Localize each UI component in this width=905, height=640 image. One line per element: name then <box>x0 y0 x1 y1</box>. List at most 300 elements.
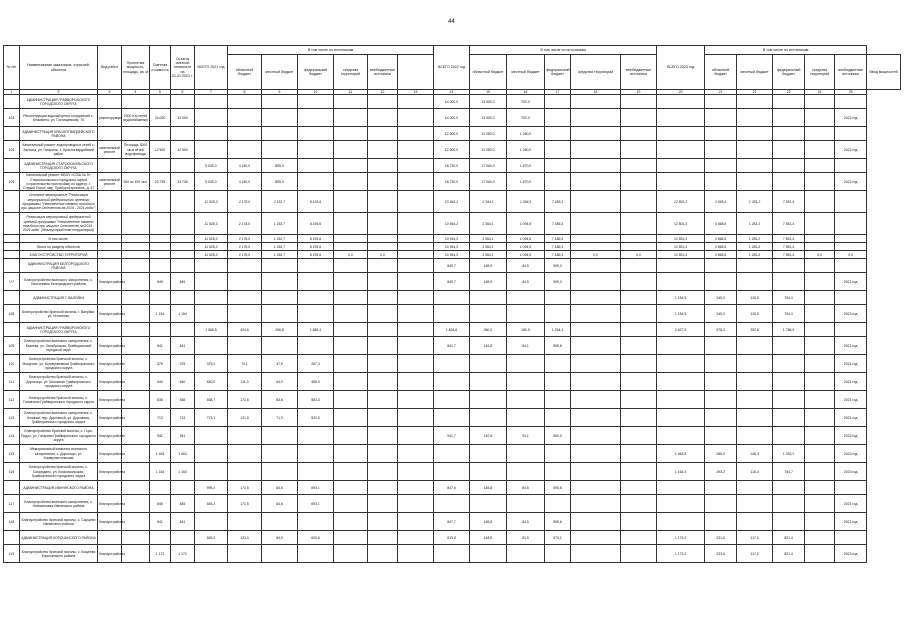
cell-vn21 <box>368 191 398 213</box>
cell-cap <box>122 95 150 109</box>
cell-t21: 845,2 <box>195 495 228 513</box>
cell-cost: 1 164 <box>150 463 171 481</box>
cell-ter23 <box>805 481 835 495</box>
column-number: 18 <box>571 90 621 95</box>
cell-m22: 1 094,5 <box>507 235 545 243</box>
cell-o23 <box>705 427 737 445</box>
cell-t23 <box>657 513 705 531</box>
cell-ter22 <box>571 495 621 513</box>
cell-t22: 10 944,2 <box>434 251 470 259</box>
cell-year <box>835 481 867 495</box>
cell-ter21 <box>334 373 368 391</box>
cell-m23 <box>737 273 773 291</box>
cell-t21: 375,0 <box>195 355 228 373</box>
cell-cost <box>150 235 171 243</box>
cell-no <box>4 323 20 337</box>
cell-rem <box>171 323 195 337</box>
cell-f21 <box>298 141 334 159</box>
cell-o23 <box>705 141 737 159</box>
cell-cap <box>122 235 150 243</box>
cell-t23: 1 170,0 <box>657 531 705 545</box>
cell-t23: 12 801,3 <box>657 251 705 259</box>
cell-o21: 123,5 <box>228 531 262 545</box>
cell-type: благоустройство <box>98 463 122 481</box>
cell-f22: 7 485,3 <box>545 243 571 251</box>
cell-b21 <box>398 141 434 159</box>
cell-o23 <box>705 109 737 127</box>
cell-m22: 84,5 <box>507 481 545 495</box>
cell-m21 <box>262 95 298 109</box>
cell-f22: 599,0 <box>545 273 571 291</box>
cell-m21 <box>262 463 298 481</box>
cell-ter21 <box>334 141 368 159</box>
cell-m23 <box>737 109 773 127</box>
cell-ter22 <box>571 259 621 273</box>
cell-m22: 84,5 <box>507 513 545 531</box>
cell-t23: 12 801,3 <box>657 191 705 213</box>
table-row <box>4 109 901 127</box>
cell-ter23 <box>805 355 835 373</box>
cell-vn22 <box>621 373 657 391</box>
cell-b21 <box>398 159 434 173</box>
cell-t23 <box>657 391 705 409</box>
cell-t22 <box>434 495 470 513</box>
cell-vn21 <box>368 109 398 127</box>
cell-rem: 375 <box>171 355 195 373</box>
cell-ter22 <box>571 323 621 337</box>
cell-type: благоустройство <box>98 409 122 427</box>
cell-f22: 595,6 <box>545 513 571 531</box>
cell-t23 <box>657 127 705 141</box>
cell-cap <box>122 259 150 273</box>
cell-no: 115 <box>4 445 20 463</box>
cell-m22: 1 094,5 <box>507 243 545 251</box>
cell-o21: 70,1 <box>228 355 262 373</box>
cell-cap <box>122 213 150 235</box>
cell-ter23 <box>805 141 835 159</box>
cell-o22: 187,6 <box>470 427 507 445</box>
cell-ter23 <box>805 291 835 305</box>
cell-m21 <box>262 337 298 355</box>
cell-type: реконструкция <box>98 109 122 127</box>
cell-t22: 12 500,0 <box>434 127 470 141</box>
cell-ter22 <box>571 141 621 159</box>
cell-year <box>835 159 867 173</box>
cell-type: капитальный ремонт <box>98 173 122 191</box>
cell-f23 <box>773 409 805 427</box>
cell-o21 <box>228 291 262 305</box>
cell-m23 <box>737 495 773 513</box>
cell-t21: 2 566,8 <box>195 323 228 337</box>
cell-t22 <box>434 409 470 427</box>
cell-o23 <box>705 373 737 391</box>
cell-type <box>98 159 122 173</box>
cell-rem: 12 500 <box>171 141 195 159</box>
cell-ter22 <box>571 373 621 391</box>
cell-type <box>98 291 122 305</box>
cell-vn22 <box>621 391 657 409</box>
cell-rem: 941 <box>171 427 195 445</box>
cell-cap <box>122 305 150 323</box>
cell-t21: 11 525,3 <box>195 243 228 251</box>
cell-t21 <box>195 305 228 323</box>
column-number: 23 <box>773 90 805 95</box>
cell-no <box>4 251 20 259</box>
cell-f22 <box>545 391 571 409</box>
cell-o23 <box>705 173 737 191</box>
cell-vn21 <box>368 427 398 445</box>
cell-vn21 <box>368 409 398 427</box>
cell-m21 <box>262 305 298 323</box>
cell-o21: 424,6 <box>228 323 262 337</box>
cell-t22: 12 500,0 <box>434 141 470 159</box>
cell-ter21 <box>334 305 368 323</box>
column-number: 21 <box>705 90 737 95</box>
cell-o21 <box>228 545 262 563</box>
cell-type <box>98 95 122 109</box>
cell-t22: 847,6 <box>434 481 470 495</box>
cell-f22 <box>545 159 571 173</box>
cell-f23 <box>773 127 805 141</box>
cell-cost: 841 <box>150 513 171 531</box>
header-obl-2023: областной бюджет <box>705 55 737 90</box>
cell-t23: 1 463,5 <box>657 445 705 463</box>
cell-t22: 849,7 <box>434 259 470 273</box>
cell-year: 2022 год <box>835 173 867 191</box>
column-number: 17 <box>545 90 571 95</box>
cell-ter23 <box>805 463 835 481</box>
cell-t22 <box>434 355 470 373</box>
cell-type: благоустройство <box>98 545 122 563</box>
cell-vn22 <box>621 427 657 445</box>
cell-cost: 1 463 <box>150 445 171 463</box>
cell-vn22 <box>621 323 657 337</box>
cell-t22: 18 730,0 <box>434 159 470 173</box>
header-group-2021: В том числе по источникам <box>228 46 434 55</box>
cell-ter21 <box>334 427 368 445</box>
column-number: 10 <box>298 90 334 95</box>
cell-o21: 2 178,0 <box>228 243 262 251</box>
cell-t23 <box>657 337 705 355</box>
cell-year <box>835 235 867 243</box>
cell-cost: 12 500 <box>150 141 171 159</box>
cell-cap <box>122 251 150 259</box>
header-fed-2023: федеральный бюджет <box>773 55 805 90</box>
table-row <box>4 141 901 159</box>
cell-o21: 2 178,0 <box>228 251 262 259</box>
cell-ter23 <box>805 213 835 235</box>
cell-m22: 84,1 <box>507 337 545 355</box>
cell-t21: 11 525,3 <box>195 213 228 235</box>
cell-m21: 71,3 <box>262 409 298 427</box>
cell-vn21 <box>368 305 398 323</box>
cell-m22: 700,0 <box>507 109 545 127</box>
cell-ter21 <box>334 513 368 531</box>
cell-year: 2022 год <box>835 141 867 159</box>
cell-m22: 1 670,0 <box>507 173 545 191</box>
cell-rem: 841 <box>171 513 195 531</box>
cell-t23 <box>657 481 705 495</box>
cell-year: 2023 год <box>835 305 867 323</box>
cell-rem <box>171 159 195 173</box>
header-cost: Сметная стоимость <box>150 46 171 90</box>
cell-cost <box>150 251 171 259</box>
cell-no <box>4 127 20 141</box>
cell-no: 117 <box>4 495 20 513</box>
cell-name: Благоустройство воинского захоронения, с. Бессоновка Белгородского района <box>20 273 98 291</box>
cell-year: 2023 год <box>835 545 867 563</box>
cell-m23 <box>737 159 773 173</box>
cell-ter22 <box>571 243 621 251</box>
cell-b21 <box>398 213 434 235</box>
table-row <box>4 445 901 463</box>
cell-m21: 64,0 <box>262 373 298 391</box>
cell-o22 <box>470 355 507 373</box>
cell-ter22 <box>571 109 621 127</box>
column-number: 12 <box>368 90 398 95</box>
cell-o23 <box>705 95 737 109</box>
table-row <box>4 95 901 109</box>
table-row <box>4 495 901 513</box>
cell-f23 <box>773 273 805 291</box>
cell-f22: 660,0 <box>545 427 571 445</box>
cell-no: 110 <box>4 355 20 373</box>
cell-cost <box>150 159 171 173</box>
cell-t22: 10 944,2 <box>434 235 470 243</box>
cell-cost: 375 <box>150 355 171 373</box>
cell-cap <box>122 323 150 337</box>
cell-f23 <box>773 109 805 127</box>
cell-ter23 <box>805 445 835 463</box>
cell-rem <box>171 127 195 141</box>
cell-vn21 <box>368 95 398 109</box>
cell-type: благоустройство <box>98 513 122 531</box>
column-number: 4 <box>122 90 150 95</box>
cell-m22: 1 094,5 <box>507 191 545 213</box>
cell-f23 <box>773 513 805 531</box>
cell-type <box>98 191 122 213</box>
cell-vn21 <box>368 159 398 173</box>
cell-o23 <box>705 391 737 409</box>
cell-ter23 <box>805 127 835 141</box>
cell-f23 <box>773 355 805 373</box>
cell-rem: 849 <box>171 273 195 291</box>
cell-f23: 7 851,4 <box>773 191 805 213</box>
cell-year: 2021 год <box>835 391 867 409</box>
cell-o23: 3 668,6 <box>705 191 737 213</box>
cell-name: Благоустройство братской могилы, с. Смородино, ул. Комсомольская, Грайворонского городского округа <box>20 463 98 481</box>
cell-name: Благоустройство братской могилы, с. Кощеево Корочанского района <box>20 545 98 563</box>
cell-name: БЛАГОУСТРОЙСТВО ТЕРРИТОРИЙ <box>20 251 98 259</box>
cell-t21: 11 525,3 <box>195 191 228 213</box>
cell-t21: 5 005,0 <box>195 159 228 173</box>
cell-name: Реконструкция водозаборных сооружений с. Безымено, ул. Гостищевская, 76 <box>20 109 98 127</box>
cell-cap <box>122 391 150 409</box>
cell-f22: 599,0 <box>545 259 571 273</box>
cell-ter22 <box>571 445 621 463</box>
cell-f22 <box>545 305 571 323</box>
cell-vn22 <box>621 109 657 127</box>
table-row <box>4 409 901 427</box>
cell-b21 <box>398 427 434 445</box>
cell-t21: 640,0 <box>195 373 228 391</box>
cell-vn21 <box>368 445 398 463</box>
header-remaining: Остаток сметной стоимости на 01.01.2021 г. <box>171 46 195 90</box>
cell-f22: 7 485,3 <box>545 191 571 213</box>
table-row <box>4 355 901 373</box>
header-total-2023: ВСЕГО 2023 год <box>657 46 705 90</box>
cell-b21 <box>398 305 434 323</box>
cell-name: Благоустройство воинского захоронения, с. Козинка, ул. Октябрьская, Грайворонский городской округ <box>20 337 98 355</box>
cell-o22 <box>470 391 507 409</box>
cell-f23 <box>773 95 805 109</box>
cell-o21: 2 178,0 <box>228 235 262 243</box>
cell-m21: 1 152,7 <box>262 251 298 259</box>
cell-cost: 841 <box>150 337 171 355</box>
cell-cap <box>122 463 150 481</box>
cell-name: АДМИНИСТРАЦИЯ ГРАЙВОРОНСКОГО ГОРОДСКОГО ОКРУГА <box>20 95 98 109</box>
cell-no: 108 <box>4 305 20 323</box>
cell-vn22 <box>621 305 657 323</box>
cell-t23 <box>657 173 705 191</box>
cell-f23: 1 032,2 <box>773 445 805 463</box>
cell-vn21 <box>368 323 398 337</box>
cell-f23: 794,0 <box>773 305 805 323</box>
cell-ter22 <box>571 273 621 291</box>
cell-rem: 1 154 <box>171 305 195 323</box>
cell-t21 <box>195 463 228 481</box>
cell-m22: 700,0 <box>507 95 545 109</box>
cell-o23 <box>705 273 737 291</box>
cell-t22: 10 944,2 <box>434 213 470 235</box>
cell-f22 <box>545 495 571 513</box>
cell-name: АДМИНИСТРАЦИЯ БЕЛГОРОДСКОГО РАЙОНА <box>20 259 98 273</box>
cell-f22: 573,1 <box>545 531 571 545</box>
cell-o21 <box>228 513 262 531</box>
cell-b21 <box>398 95 434 109</box>
cell-vn22 <box>621 213 657 235</box>
cell-year <box>835 191 867 213</box>
cell-m23 <box>737 427 773 445</box>
cell-vn22 <box>621 159 657 173</box>
cell-t21: 11 525,3 <box>195 235 228 243</box>
cell-year: 2021 год <box>835 373 867 391</box>
cell-t21 <box>195 545 228 563</box>
cell-m21: 37,5 <box>262 355 298 373</box>
cell-m21 <box>262 109 298 127</box>
cell-cost: 1 172 <box>150 545 171 563</box>
cell-m22: 81,9 <box>507 531 545 545</box>
cell-o22: 164,8 <box>470 531 507 545</box>
cell-o21: 111,0 <box>228 373 262 391</box>
cell-rem: 841 <box>171 337 195 355</box>
cell-cap <box>122 495 150 513</box>
cell-m22: 1 250,0 <box>507 127 545 141</box>
cell-o23 <box>705 159 737 173</box>
cell-t22 <box>434 291 470 305</box>
cell-name: Благоустройство братской могилы, с. Головчино Грайворонского городского округа <box>20 391 98 409</box>
cell-no <box>4 531 20 545</box>
cell-f21 <box>298 427 334 445</box>
table-row <box>4 159 901 173</box>
cell-name: Реализация мероприятий федеральной целевой программы "Увековечение памяти погибших при защите Отечества на 2019 - 2024 годы" (благоустройство территорий) <box>20 213 98 235</box>
cell-no: 105 <box>4 173 20 191</box>
cell-o22: 17 060,0 <box>470 173 507 191</box>
cell-b21 <box>398 251 434 259</box>
cell-o22: 360,0 <box>470 323 507 337</box>
cell-f22: 595,6 <box>545 481 571 495</box>
cell-f22 <box>545 373 571 391</box>
cell-cost <box>150 531 171 545</box>
cell-t23: 2 627,9 <box>657 323 705 337</box>
cell-ter22 <box>571 337 621 355</box>
cell-o22 <box>470 305 507 323</box>
cell-o21 <box>228 259 262 273</box>
cell-t21 <box>195 337 228 355</box>
cell-m21 <box>262 127 298 141</box>
cell-ter21 <box>334 391 368 409</box>
cell-f22 <box>545 445 571 463</box>
cell-b21 <box>398 127 434 141</box>
column-number: 15 <box>470 90 507 95</box>
cell-rem <box>171 213 195 235</box>
table-row <box>4 323 901 337</box>
header-fed-2022: федеральный бюджет <box>545 55 571 90</box>
cell-type <box>98 235 122 243</box>
cell-o21: 171,5 <box>228 495 262 513</box>
cell-name: АДМИНИСТРАЦИЯ СТАРООСКОЛЬСКОГО ГОРОДСКОГО ОКРУГА <box>20 159 98 173</box>
cell-rem: 23 735 <box>171 173 195 191</box>
cell-name: Благоустройство братской могилы, с. Дорогощь, ул. Школьная Грайворонского городского округа <box>20 373 98 391</box>
cell-o22: 17 060,0 <box>470 159 507 173</box>
cell-ter22 <box>571 235 621 243</box>
cell-b21 <box>398 391 434 409</box>
cell-vn22 <box>621 481 657 495</box>
cell-ter23 <box>805 259 835 273</box>
cell-vn21 <box>368 513 398 531</box>
column-number: 24 <box>805 90 835 95</box>
cell-vn21: 0,0 <box>368 251 398 259</box>
cell-ter23 <box>805 95 835 109</box>
cell-name: АДМИНИСТРАЦИЯ ГРАЙВОРОНСКОГО ГОРОДСКОГО ОКРУГА <box>20 323 98 337</box>
cell-m21: 1 152,7 <box>262 235 298 243</box>
cell-o22 <box>470 291 507 305</box>
cell-m23: 146,3 <box>737 445 773 463</box>
cell-ter21 <box>334 481 368 495</box>
cell-ter22 <box>571 191 621 213</box>
cell-no <box>4 243 20 251</box>
cell-no: 111 <box>4 373 20 391</box>
cell-t21 <box>195 259 228 273</box>
cell-vn22 <box>621 355 657 373</box>
cell-t21 <box>195 273 228 291</box>
header-blank-2021 <box>398 55 434 90</box>
cell-m22: 84,9 <box>507 273 545 291</box>
cell-year: 2022 год <box>835 337 867 355</box>
cell-m22: 1 670,0 <box>507 159 545 173</box>
cell-rem: 1 172 <box>171 545 195 563</box>
cell-name: Благоустройство братской могилы, с. Мощеное, ул. Кооперативная Грайворонского городского округа <box>20 355 98 373</box>
cell-o23 <box>705 409 737 427</box>
cell-name: Основное мероприятие "Реализация мероприятий федерального целевого программы "Увековечение памяти погибших при защите Отечества на 2019 - 2024 годы"" <box>20 191 98 213</box>
cell-no <box>4 291 20 305</box>
cell-m22 <box>507 545 545 563</box>
cell-f22: 7 485,3 <box>545 213 571 235</box>
cell-type <box>98 259 122 273</box>
table-row <box>4 463 901 481</box>
cell-t21 <box>195 291 228 305</box>
cell-t23: 1 172,0 <box>657 545 705 563</box>
